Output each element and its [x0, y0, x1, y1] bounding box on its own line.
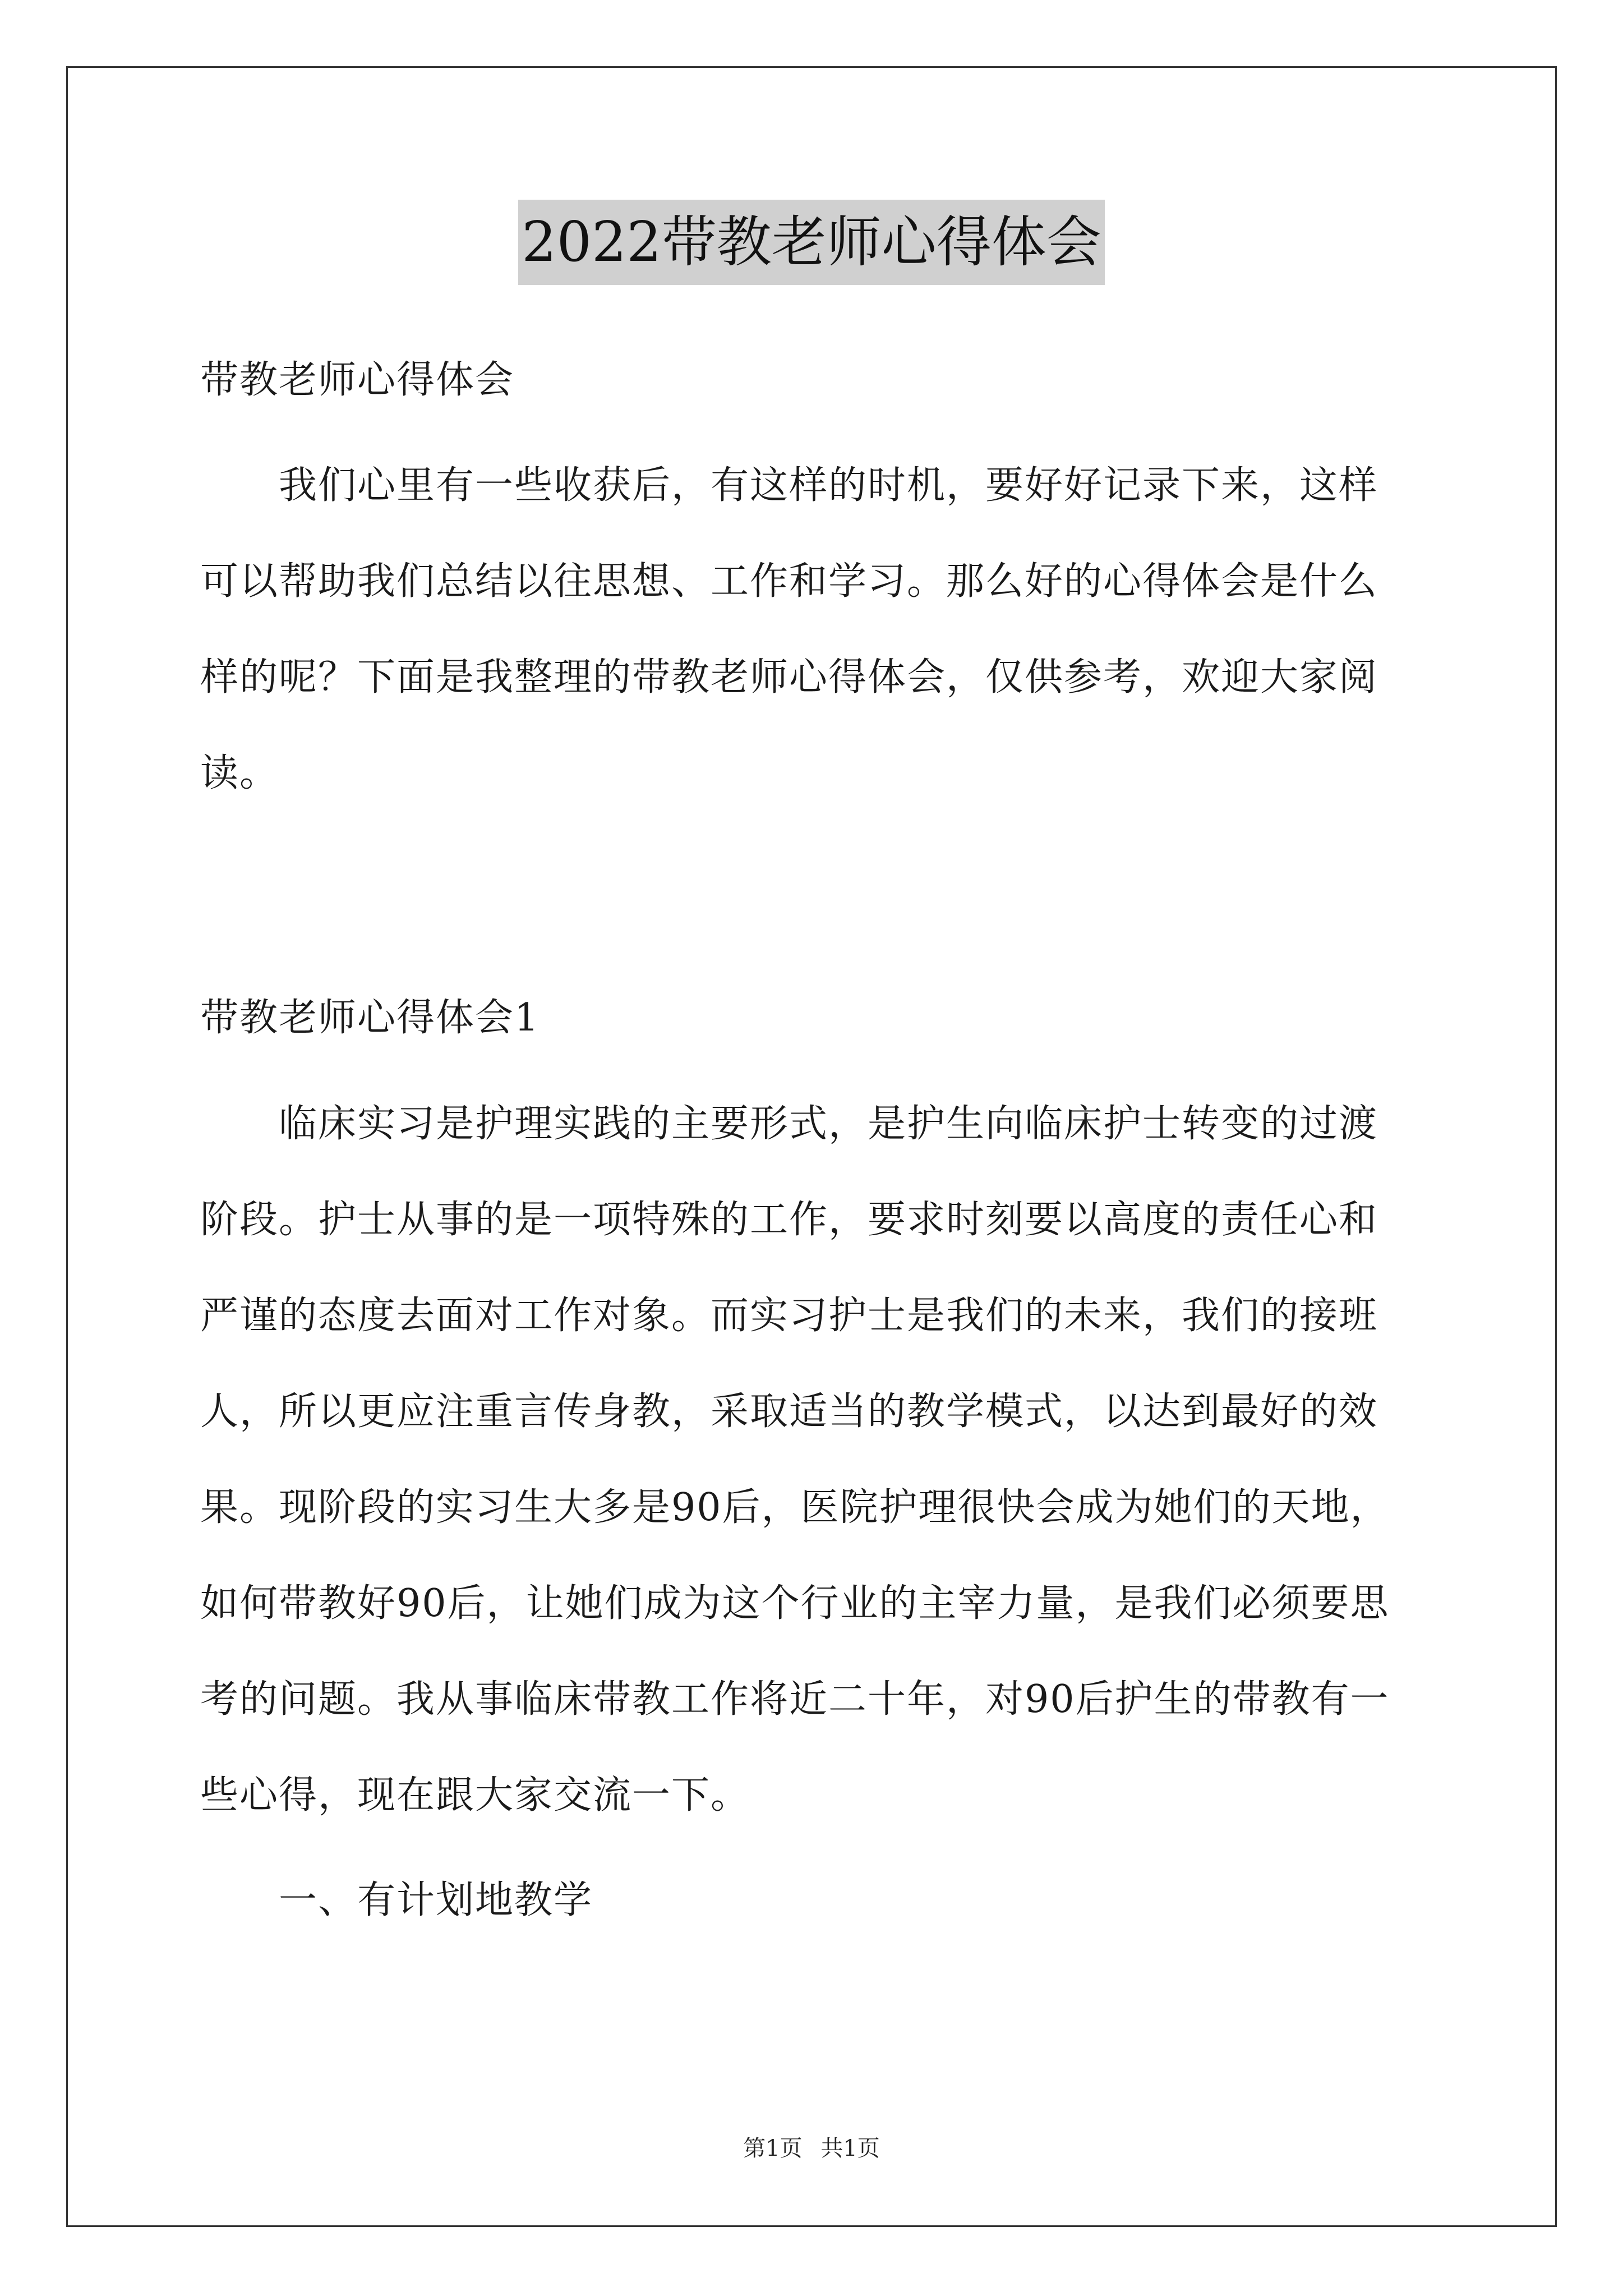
section-heading-1: 带教老师心得体会1	[200, 996, 540, 1040]
section1-line-2: 阶段。护士从事的是一项特殊的工作，要求时刻要以高度的责任心和	[200, 1198, 1378, 1242]
title-container	[0, 200, 1623, 285]
intro-line-1: 我们心里有一些收获后，有这样的时机，要好好记录下来，这样	[279, 463, 1378, 508]
page-footer	[0, 2132, 1623, 2165]
section1-line-7: 考的问题。我从事临床带教工作将近二十年，对90后护生的带教有一	[200, 1677, 1390, 1722]
document-subtitle: 带教老师心得体会	[200, 358, 515, 402]
intro-line-4: 读。	[200, 751, 279, 795]
section1-line-6: 如何带教好90后，让她们成为这个行业的主宰力量，是我们必须要思	[200, 1581, 1390, 1626]
section1-line-4: 人，所以更应注重言传身教，采取适当的教学模式，以达到最好的效	[200, 1389, 1378, 1434]
page-number-current: 第1页	[743, 2136, 803, 2161]
section1-line-1: 临床实习是护理实践的主要形式，是护生向临床护士转变的过渡	[279, 1102, 1378, 1146]
page-number-total: 共1页	[820, 2136, 880, 2161]
section1-line-8: 些心得，现在跟大家交流一下。	[200, 1773, 750, 1818]
document-title: 2022带教老师心得体会	[518, 200, 1104, 285]
intro-line-3: 样的呢？下面是我整理的带教老师心得体会，仅供参考，欢迎大家阅	[200, 655, 1378, 700]
subheading-planned-teaching: 一、有计划地教学	[279, 1878, 593, 1922]
intro-line-2: 可以帮助我们总结以往思想、工作和学习。那么好的心得体会是什么	[200, 559, 1378, 604]
section1-line-5: 果。现阶段的实习生大多是90后，医院护理很快会成为她们的天地，	[200, 1485, 1390, 1530]
section1-line-3: 严谨的态度去面对工作对象。而实习护士是我们的未来，我们的接班	[200, 1294, 1378, 1338]
